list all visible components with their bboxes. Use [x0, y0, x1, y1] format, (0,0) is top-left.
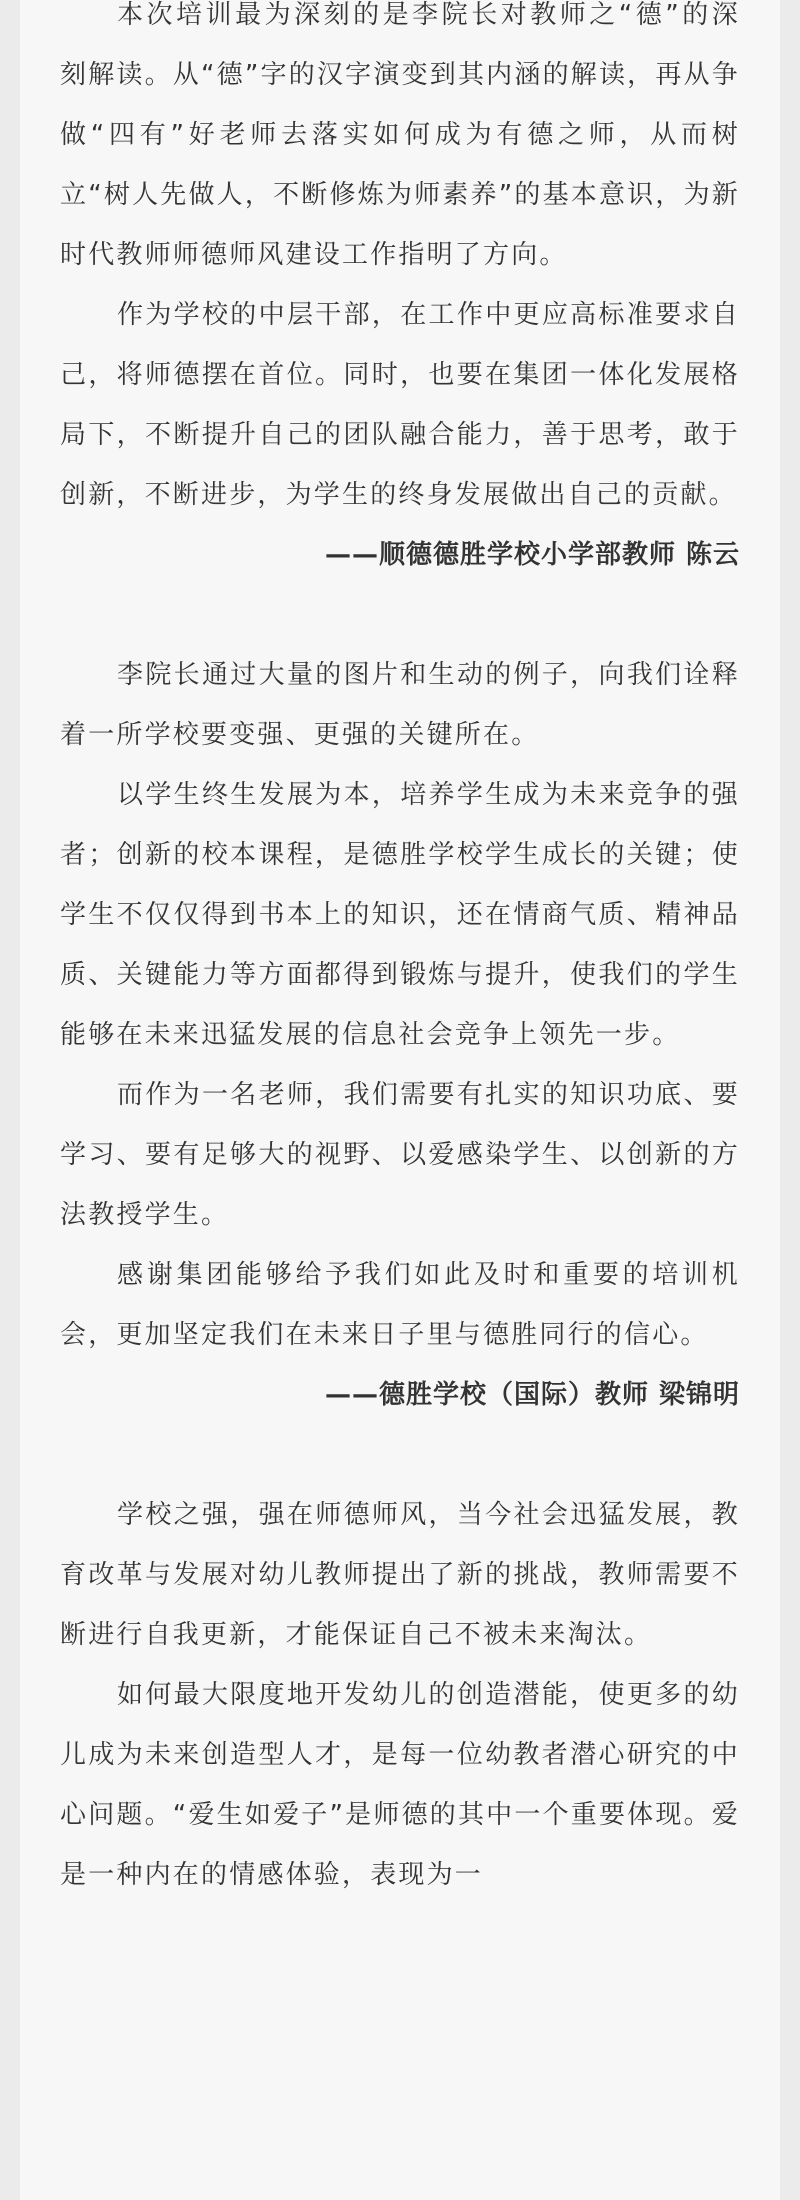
paragraph: 感谢集团能够给予我们如此及时和重要的培训机会，更加坚定我们在未来日子里与德胜同行的信心。 [60, 1260, 740, 1350]
paragraph: 李院长通过大量的图片和生动的例子，向我们诠释着一所学校要变强、更强的关键所在。 [60, 660, 740, 750]
paragraph: 本次培训最为深刻的是李院长对教师之“德”的深刻解读。从“德”字的汉字演变到其内涵的解读，再从争做“四有”好老师去落实如何成为有德之师，从而树立“树人先做人，不断修炼为师素养”的基本意识，为新时代教师师德师风建设工作指明了方向。 [60, 0, 740, 270]
article-page [20, 0, 780, 2200]
section-3 [60, 1485, 740, 1905]
section-gap [60, 585, 740, 645]
paragraph: 以学生终生发展为本，培养学生成为未来竞争的强者；创新的校本课程，是德胜学校学生成长的关键；使学生不仅仅得到书本上的知识，还在情商气质、精神品质、关键能力等方面都得到锻炼与提升，使我们的学生能够在未来迅猛发展的信息社会竞争上领先一步。 [60, 780, 740, 1050]
paragraph: 学校之强，强在师德师风，当今社会迅猛发展，教育改革与发展对幼儿教师提出了新的挑战，教师需要不断进行自我更新，才能保证自己不被未来淘汰。 [60, 1500, 740, 1650]
signature: ——德胜学校（国际）教师 梁锦明 [324, 1380, 740, 1410]
paragraph: 而作为一名老师，我们需要有扎实的知识功底、要学习、要有足够大的视野、以爱感染学生、以创新的方法教授学生。 [60, 1080, 740, 1230]
paragraph: 如何最大限度地开发幼儿的创造潜能，使更多的幼儿成为未来创造型人才，是每一位幼教者潜心研究的中心问题。“爱生如爱子”是师德的其中一个重要体现。爱是一种内在的情感体验，表现为一 [60, 1680, 740, 1890]
paragraph: 作为学校的中层干部，在工作中更应高标准要求自己，将师德摆在首位。同时，也要在集团一体化发展格局下，不断提升自己的团队融合能力，善于思考，敢于创新，不断进步，为学生的终身发展做出自己的贡献。 [60, 300, 740, 510]
signature: ——顺德德胜学校小学部教师 陈云 [324, 540, 740, 570]
article-content [60, 0, 740, 1905]
section-2 [60, 645, 740, 1425]
section-1 [60, 0, 740, 585]
section-gap [60, 1425, 740, 1485]
